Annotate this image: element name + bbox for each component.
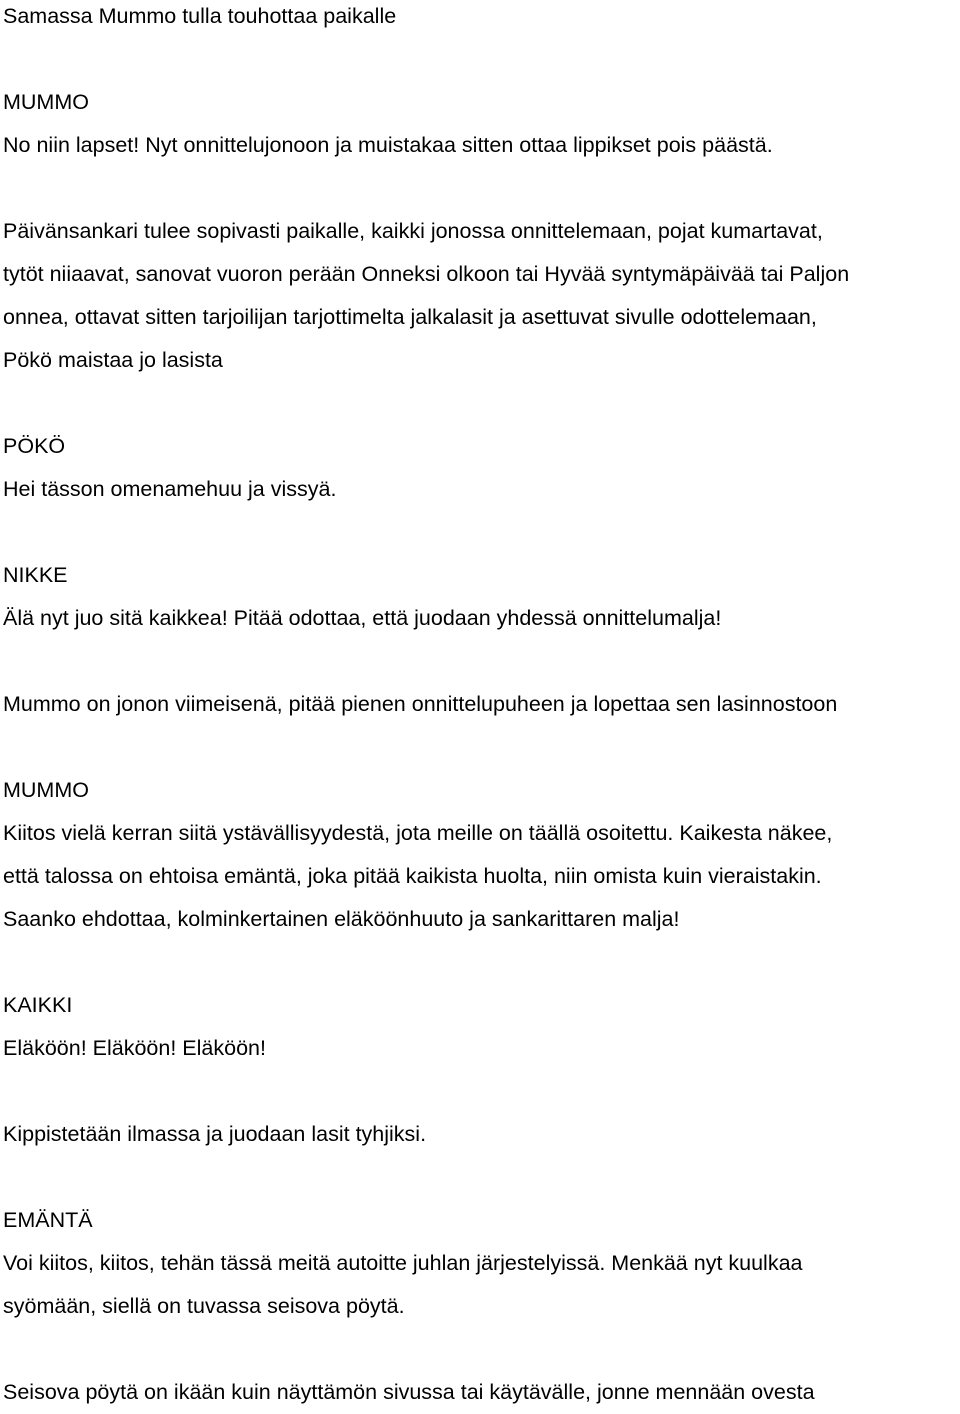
blank-line: [3, 1070, 957, 1113]
blank-line: [3, 1328, 957, 1371]
blank-line: [3, 640, 957, 683]
dialogue-line: Älä nyt juo sitä kaikkea! Pitää odottaa, että juodaan yhdessä onnittelumalja!: [3, 606, 722, 630]
blank-line: [3, 382, 957, 425]
stage-direction: Mummo on jonon viimeisenä, pitää pienen onnittelupuheen ja lopettaa sen lasinnostoon: [3, 692, 838, 716]
speaker-name: MUMMO: [3, 778, 89, 802]
speaker-name: MUMMO: [3, 90, 89, 114]
blank-line: [3, 511, 957, 554]
stage-direction: Kippistetään ilmassa ja juodaan lasit tyhjiksi.: [3, 1122, 427, 1146]
dialogue-line: syömään, siellä on tuvassa seisova pöytä.: [3, 1294, 405, 1318]
dialogue-line: Kiitos vielä kerran siitä ystävällisyydestä, jota meille on täällä osoitettu. Kaikesta näkee,: [3, 821, 833, 845]
blank-line: [3, 167, 957, 210]
stage-direction: onnea, ottavat sitten tarjoilijan tarjottimelta jalkalasit ja asettuvat sivulle odottelemaan,: [3, 305, 817, 329]
stage-direction: Päivänsankari tulee sopivasti paikalle, kaikki jonossa onnittelemaan, pojat kumartavat,: [3, 219, 823, 243]
stage-direction: Pökö maistaa jo lasista: [3, 348, 223, 372]
dialogue-line: Eläköön! Eläköön! Eläköön!: [3, 1036, 266, 1060]
dialogue-line: Hei tässon omenamehuu ja vissyä.: [3, 477, 337, 501]
speaker-name: KAIKKI: [3, 993, 73, 1017]
speaker-name: PÖKÖ: [3, 434, 66, 458]
script-page: [3, 0, 957, 1414]
blank-line: [3, 38, 957, 81]
stage-direction: Samassa Mummo tulla touhottaa paikalle: [3, 4, 397, 28]
dialogue-line: että talossa on ehtoisa emäntä, joka pitää kaikista huolta, niin omista kuin vieraistakin.: [3, 864, 822, 888]
blank-line: [3, 726, 957, 769]
stage-direction: Seisova pöytä on ikään kuin näyttämön sivussa tai käytävälle, jonne mennään ovesta: [3, 1380, 815, 1404]
dialogue-line: Saanko ehdottaa, kolminkertainen eläköönhuuto ja sankarittaren malja!: [3, 907, 680, 931]
speaker-name: NIKKE: [3, 563, 68, 587]
blank-line: [3, 1156, 957, 1199]
blank-line: [3, 941, 957, 984]
stage-direction: tytöt niiaavat, sanovat vuoron perään Onneksi olkoon tai Hyvää syntymäpäivää tai Paljon: [3, 262, 850, 286]
speaker-name: EMÄNTÄ: [3, 1208, 93, 1232]
dialogue-line: No niin lapset! Nyt onnittelujonoon ja muistakaa sitten ottaa lippikset pois päästä.: [3, 133, 773, 157]
dialogue-line: Voi kiitos, kiitos, tehän tässä meitä autoitte juhlan järjestelyissä. Menkää nyt kuulkaa: [3, 1251, 803, 1275]
